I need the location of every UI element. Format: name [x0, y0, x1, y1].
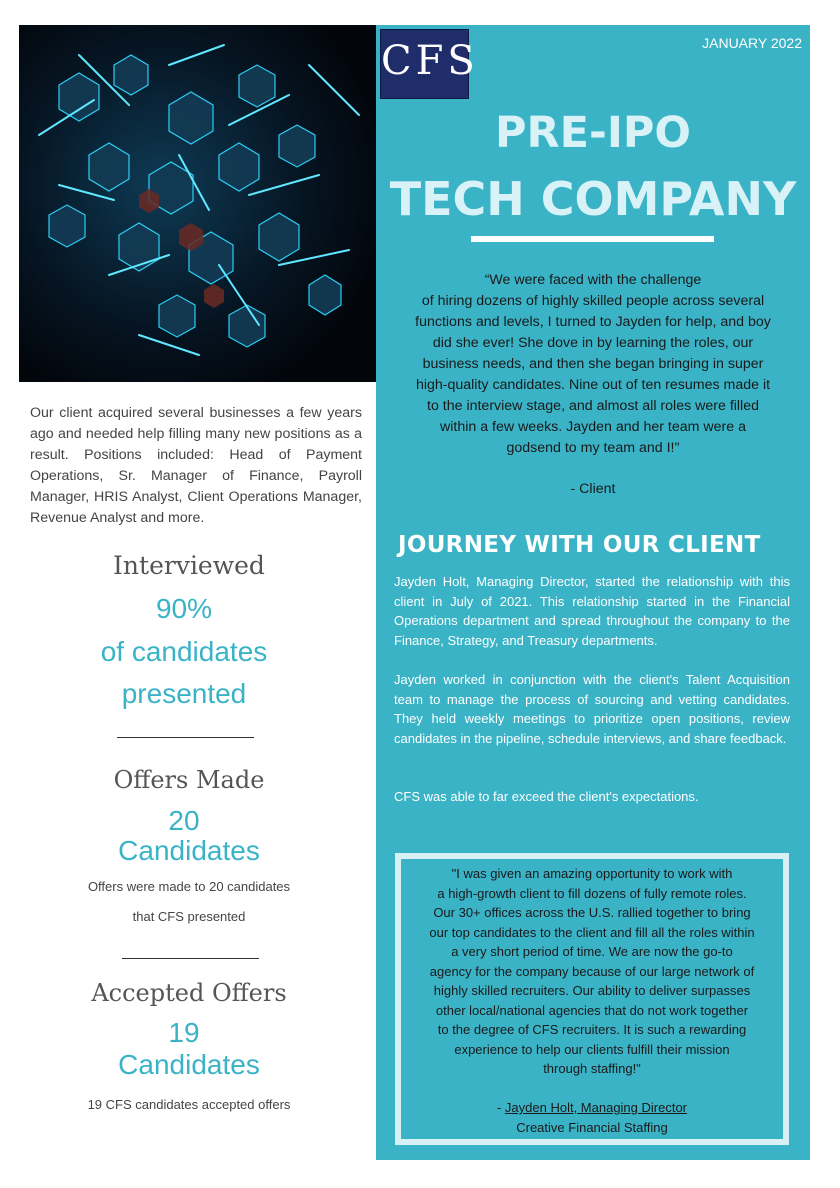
stat-accepted-note: 19 CFS candidates accepted offers: [87, 1097, 291, 1112]
journey-paragraph: CFS was able to far exceed the client's expectations.: [394, 789, 699, 804]
stat-interviewed-value: 90%: [155, 593, 213, 624]
hero-abstract-image: [19, 25, 376, 382]
stat-offers-label: Offers Made: [113, 766, 265, 794]
quote-line: experience to help our clients fulfill their mission: [454, 1041, 730, 1057]
testimonial-line: “We were faced with the challenge: [484, 272, 702, 288]
client-testimonial: [398, 270, 788, 459]
quote-line: to the degree of CFS recruiters. It is such a rewarding: [437, 1022, 747, 1037]
issue-date: JANUARY 2022: [702, 35, 802, 51]
quote-line: Our 30+ offices across the U.S. rallied together to bring: [433, 905, 751, 920]
title-divider: [471, 236, 714, 242]
divider: [122, 958, 259, 959]
cfs-logo: [380, 29, 479, 99]
journey-paragraph: Jayden Holt, Managing Director, started the relationship with this client in July of 2021. This relationship started in the Financial Operations department and spread throughout the company to the Finance, Strategy, and Treasury departments.: [394, 574, 790, 648]
testimonial-line: business needs, and then she began bringing in super: [422, 356, 764, 372]
quote-line: a very short period of time. We are now the go-to: [451, 944, 733, 959]
intro-paragraph: Our client acquired several businesses a few years ago and needed help filling many new positions as a result. Positions included: Head of Payment Operations, Sr. Manager of Finance, Payroll Manager, HRIS Analyst, Client Operations Manager, Revenue Analyst and more.: [30, 405, 362, 526]
divider: [117, 737, 254, 738]
logo-text: CFS: [381, 38, 479, 84]
quote-line: a high-growth client to fill dozens of fully remote roles.: [437, 885, 747, 901]
quote-signature: [401, 1100, 783, 1115]
quote-line: through staffing!": [543, 1061, 641, 1076]
recruiter-quote: [401, 864, 783, 1079]
signature-prefix: -: [496, 1100, 505, 1115]
stat-interviewed-label: Interviewed: [113, 551, 265, 580]
stat-offers-note: that CFS presented: [132, 909, 246, 924]
testimonial-line: to the interview stage, and almost all roles were filled: [427, 398, 759, 414]
quote-line: "I was given an amazing opportunity to work with: [451, 866, 733, 881]
page-title-line2: TECH COMPANY: [389, 172, 797, 226]
testimonial-line: within a few weeks. Jayden and her team were a: [440, 419, 746, 435]
quote-line: highly skilled recruiters. Our ability to deliver surpasses: [433, 983, 751, 998]
page-title-line1: PRE-IPO: [495, 108, 691, 158]
stat-interviewed-line2: of candidates: [100, 636, 268, 667]
stat-accepted-value: 19: [168, 1017, 200, 1048]
testimonial-line: godsend to my team and I!": [506, 440, 680, 456]
stat-offers-value: 20: [168, 805, 200, 836]
testimonial-line: high-quality candidates. Nine out of ten resumes made it: [415, 377, 771, 393]
quote-line: other local/national agencies that do not work together: [435, 1002, 749, 1018]
stat-offers-note: Offers were made to 20 candidates: [87, 879, 291, 894]
signature-company: Creative Financial Staffing: [516, 1120, 668, 1135]
testimonial-attribution: - Client: [570, 481, 616, 497]
testimonial-line: of hiring dozens of highly skilled people across several: [421, 293, 765, 309]
testimonial-line: did she ever! She dove in by learning the roles, our: [432, 335, 754, 351]
testimonial-line: functions and levels, I turned to Jayden for help, and boy: [415, 314, 771, 330]
stat-accepted-unit: Candidates: [118, 1049, 260, 1080]
stat-accepted-label: Accepted Offers: [91, 979, 287, 1007]
journey-paragraph: Jayden worked in conjunction with the client's Talent Acquisition team to manage the process of sourcing and vetting candidates. They held weekly meetings to prioritize open positions, review candidates in the pipeline, schedule interviews, and share feedback.: [394, 672, 790, 746]
journey-heading: JOURNEY WITH OUR CLIENT: [398, 532, 761, 558]
quote-line: agency for the company because of our large network of: [429, 963, 755, 979]
quote-line: our top candidates to the client and fill all the roles within: [429, 924, 755, 940]
stat-interviewed-line3: presented: [121, 678, 247, 709]
signature-name-link[interactable]: Jayden Holt, Managing Director: [504, 1100, 688, 1115]
stat-offers-unit: Candidates: [118, 835, 260, 866]
